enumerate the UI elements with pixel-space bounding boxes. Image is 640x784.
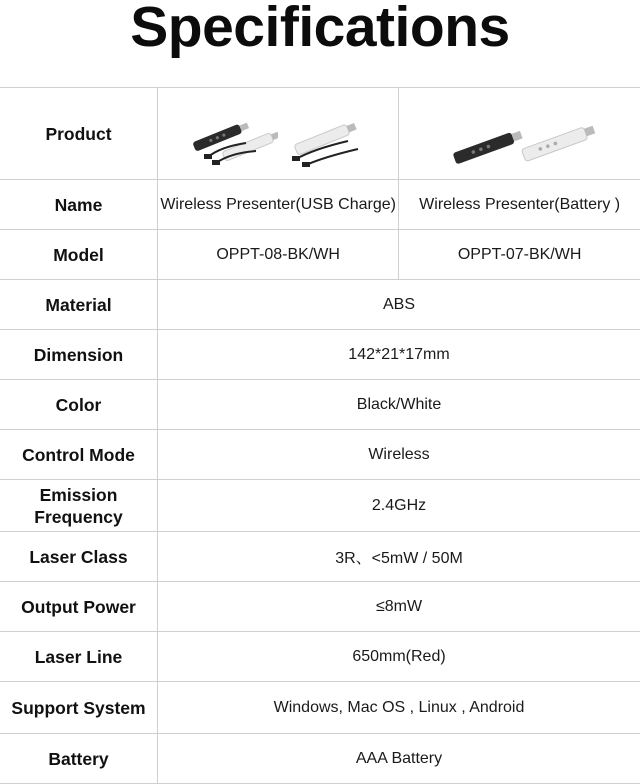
row-value-battery: AAA Battery bbox=[158, 734, 640, 784]
model-value-battery: OPPT-07-BK/WH bbox=[399, 230, 640, 280]
row-label-dimension: Dimension bbox=[0, 330, 158, 380]
table-row-laser-class bbox=[0, 532, 640, 582]
row-label-name: Name bbox=[0, 180, 158, 230]
row-label-color: Color bbox=[0, 380, 158, 430]
table-row-product bbox=[0, 88, 640, 180]
table-row-support-system bbox=[0, 682, 640, 734]
row-value-color: Black/White bbox=[158, 380, 640, 430]
row-label-model: Model bbox=[0, 230, 158, 280]
name-value-usb-charge: Wireless Presenter(USB Charge) bbox=[158, 180, 399, 230]
table-row-control-mode bbox=[0, 430, 640, 480]
row-label-output-power: Output Power bbox=[0, 582, 158, 632]
presenter-usb-charge-white-image bbox=[278, 99, 370, 169]
row-label-emission-frequency: Emission Frequency bbox=[0, 480, 158, 532]
spec-table bbox=[0, 87, 640, 784]
table-row-color bbox=[0, 380, 640, 430]
table-row-dimension bbox=[0, 330, 640, 380]
table-row-material bbox=[0, 280, 640, 330]
name-value-battery: Wireless Presenter(Battery ) bbox=[399, 180, 640, 230]
row-value-laser-line: 650mm(Red) bbox=[158, 632, 640, 682]
row-value-laser-class: 3R、<5mW / 50M bbox=[158, 532, 640, 582]
product-image-usb-charge bbox=[158, 88, 399, 180]
page-title: Specifications bbox=[0, 0, 640, 60]
presenter-usb-charge-image bbox=[186, 99, 278, 169]
row-value-material: ABS bbox=[158, 280, 640, 330]
table-row-emission-frequency bbox=[0, 480, 640, 532]
model-value-usb-charge: OPPT-08-BK/WH bbox=[158, 230, 399, 280]
row-value-dimension: 142*21*17mm bbox=[158, 330, 640, 380]
table-row-laser-line bbox=[0, 632, 640, 682]
row-label-control-mode: Control Mode bbox=[0, 430, 158, 480]
row-label-product: Product bbox=[0, 88, 158, 180]
presenter-battery-image bbox=[430, 99, 610, 169]
row-label-laser-class: Laser Class bbox=[0, 532, 158, 582]
row-label-laser-line: Laser Line bbox=[0, 632, 158, 682]
table-row-output-power bbox=[0, 582, 640, 632]
table-row-model bbox=[0, 230, 640, 280]
row-value-support-system: Windows, Mac OS , Linux , Android bbox=[158, 682, 640, 734]
table-row-battery bbox=[0, 734, 640, 784]
row-label-support-system: Support System bbox=[0, 682, 158, 734]
row-label-battery: Battery bbox=[0, 734, 158, 784]
row-value-output-power: ≤8mW bbox=[158, 582, 640, 632]
product-image-battery bbox=[399, 88, 640, 180]
table-row-name bbox=[0, 180, 640, 230]
row-value-control-mode: Wireless bbox=[158, 430, 640, 480]
row-value-emission-frequency: 2.4GHz bbox=[158, 480, 640, 532]
row-label-material: Material bbox=[0, 280, 158, 330]
